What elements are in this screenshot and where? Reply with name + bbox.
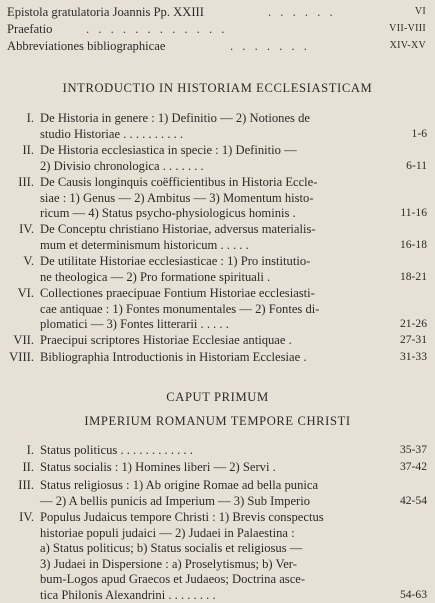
entry-text <box>40 286 370 333</box>
entry-number: III. <box>18 478 34 493</box>
entry-line: plomatici — 3) Fontes litterarii . . . . . <box>40 317 370 333</box>
entry-number: I. <box>27 111 34 126</box>
entry-number: II. <box>22 143 34 158</box>
leader-dots: . . . . . . <box>268 4 336 20</box>
entry-line: bum-Logos apud Graecos et Judaeos; Doctrina asce- <box>40 572 370 588</box>
entry-line: De Conceptu christiano Historiae, adversus materialis- <box>40 222 370 238</box>
section-heading: INTRODUCTIO IN HISTORIAM ECCLESIASTICAM <box>0 81 435 96</box>
toc-title: Praefatio <box>7 21 52 37</box>
toc-pages: XIV-XV <box>390 38 426 54</box>
chapter-label: CAPUT PRIMUM <box>0 390 435 405</box>
entry-line: De utilitate Historiae ecclesiasticae : 1) Pro institutio- <box>40 254 370 270</box>
entry-pages: 11-16 <box>375 206 427 219</box>
entry-line: ricum — 4) Status psycho-physiologicus hominis . <box>40 206 370 222</box>
entry-text <box>40 350 370 366</box>
entry-pages: 16-18 <box>375 238 427 251</box>
entry-pages: 42-54 <box>375 494 427 507</box>
toc-title: Abbreviationes bibliographicae <box>7 38 165 54</box>
toc-pages: VI <box>415 4 426 20</box>
entry-pages: 18-21 <box>375 270 427 283</box>
entry-number: I. <box>27 443 34 458</box>
entry-line: cae antiquae : 1) Fontes monumentales — 2) Fontes di- <box>40 302 370 318</box>
entry-text <box>40 143 370 174</box>
entry-line: mum et determinismum historicum . . . . . <box>40 238 370 254</box>
entry-pages: 6-11 <box>375 159 427 172</box>
entry-number: VI. <box>18 286 34 301</box>
entry-line: tica Philonis Alexandrini . . . . . . . . <box>40 588 370 603</box>
entry-text <box>40 443 370 459</box>
entry-line: Collectiones praecipuae Fontium Historiae ecclesiasti- <box>40 286 370 302</box>
entry-pages: 21-26 <box>375 317 427 330</box>
entry-line: siae : 1) Genus — 2) Ambitus — 3) Momentum histo- <box>40 191 370 207</box>
entry-number: IV. <box>19 222 34 237</box>
entry-number: III. <box>18 175 34 190</box>
entry-text <box>40 478 370 509</box>
entry-pages: 31-33 <box>375 350 427 363</box>
entry-line: Populus Judaicus tempore Christi : 1) Brevis conspectus <box>40 510 370 526</box>
entry-line: Status religiosus : 1) Ab origine Romae ad bella punica <box>40 478 370 494</box>
entry-pages: 1-6 <box>375 127 427 140</box>
entry-text <box>40 510 370 603</box>
entry-text <box>40 222 370 253</box>
entry-line: 3) Judaei in Dispersione : a) Proselytismus; b) Ver- <box>40 557 370 573</box>
entry-line: De Historia in genere : 1) Definitio — 2) Notiones de <box>40 111 370 127</box>
entry-pages: 37-42 <box>375 460 427 473</box>
entry-line: Status politicus . . . . . . . . . . . . <box>40 443 370 459</box>
toc-line <box>0 38 435 54</box>
entry-line: Status socialis : 1) Homines liberi — 2) Servi . <box>40 460 370 476</box>
entry-text <box>40 175 370 222</box>
entry-line: historiae populi judaici — 2) Judaei in Palaestina : <box>40 526 370 542</box>
toc-line <box>0 4 435 20</box>
leader-dots: . . . . . . . . . . . . <box>86 21 227 37</box>
entry-number: II. <box>22 460 34 475</box>
entry-line: De Causis longinquis coëfficientibus in Historia Eccle- <box>40 175 370 191</box>
entry-line: studio Historiae . . . . . . . . . . <box>40 127 370 143</box>
entry-line: 2) Divisio chronologica . . . . . . . <box>40 159 370 175</box>
toc-line <box>0 21 435 37</box>
toc-pages: VII-VIII <box>389 21 426 37</box>
entry-text <box>40 333 370 349</box>
entry-line: a) Status politicus; b) Status socialis et religiosus — <box>40 541 370 557</box>
entry-pages: 54-63 <box>375 588 427 601</box>
entry-line: ne theologica — 2) Pro formatione spirituali . <box>40 270 370 286</box>
entry-text <box>40 254 370 285</box>
chapter-title: IMPERIUM ROMANUM TEMPORE CHRISTI <box>0 414 435 429</box>
entry-text <box>40 460 370 476</box>
entry-text <box>40 111 370 142</box>
entry-number: VII. <box>13 333 34 348</box>
entry-number: VIII. <box>9 350 34 365</box>
entry-line: — 2) A bellis punicis ad Imperium — 3) Sub Imperio <box>40 494 370 510</box>
entry-pages: 27-31 <box>375 333 427 346</box>
entry-line: Praecipui scriptores Historiae Ecclesiae antiquae . <box>40 333 370 349</box>
entry-pages: 35-37 <box>375 443 427 456</box>
leader-dots: . . . . . . . <box>230 38 310 54</box>
entry-number: IV. <box>19 510 34 525</box>
entry-number: V. <box>23 254 34 269</box>
entry-line: De Historia ecclesiastica in specie : 1) Definitio — <box>40 143 370 159</box>
toc-title: Epistola gratulatoria Joannis Pp. XXIII <box>7 4 204 20</box>
entry-line: Bibliographia Introductionis in Historiam Ecclesiae . <box>40 350 370 366</box>
